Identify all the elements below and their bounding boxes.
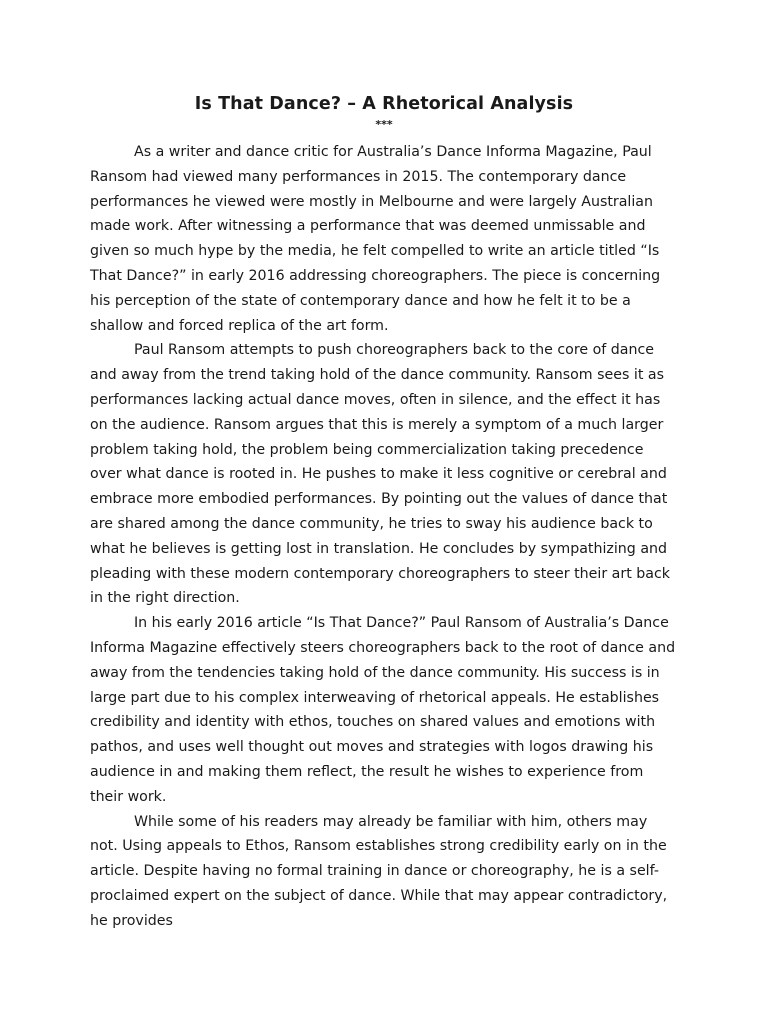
paragraph: Paul Ransom attempts to push choreographers back to the core of dance and away from the trend taking hold of the dance community. Ransom sees it as performances lacking actual dance moves, often in silence, and the effect it has on the audience. Ransom argues that this is merely a symptom of a much larger problem taking hold, the problem being commercialization taking precedence over what dance is rooted in. He pushes to make it less cognitive or cerebral and embrace more embodied performances. By pointing out the values of dance that are shared among the dance community, he tries to sway his audience back to what he believes is getting lost in translation. He concludes by sympathizing and pleading with these modern contemporary choreographers to steer their art back in the right direction. <box>90 342 670 607</box>
paragraph: In his early 2016 article “Is That Dance?” Paul Ransom of Australia’s Dance Informa Magazine effectively steers choreographers back to the root of dance and away from the tendencies taking hold of the dance community. His success is in large part due to his complex interweaving of rhetorical appeals. He establishes credibility and identity with ethos, touches on shared values and emotions with pathos, and uses well thought out moves and strategies with logos drawing his audience in and making them reflect, the result he wishes to experience from their work. <box>90 615 676 805</box>
document-page <box>90 90 678 934</box>
title-separator: *** <box>375 118 393 131</box>
paragraph: While some of his readers may already be familiar with him, others may not. Using appeals to Ethos, Ransom establishes strong credibility early on in the article. Despite having no formal training in dance or choreography, he is a self-proclaimed expert on the subject of dance. While that may appear contradictory, he provides <box>90 813 668 929</box>
document-title: Is That Dance? – A Rhetorical Analysis <box>194 94 574 114</box>
paragraph: As a writer and dance critic for Australia’s Dance Informa Magazine, Paul Ransom had viewed many performances in 2015. The contemporary dance performances he viewed were mostly in Melbourne and were largely Australian made work. After witnessing a performance that was deemed unmissable and given so much hype by the media, he felt compelled to write an article titled “Is That Dance?” in early 2016 addressing choreographers. The piece is concerning his perception of the state of contemporary dance and how he felt it to be a shallow and forced replica of the art form. <box>90 144 661 334</box>
